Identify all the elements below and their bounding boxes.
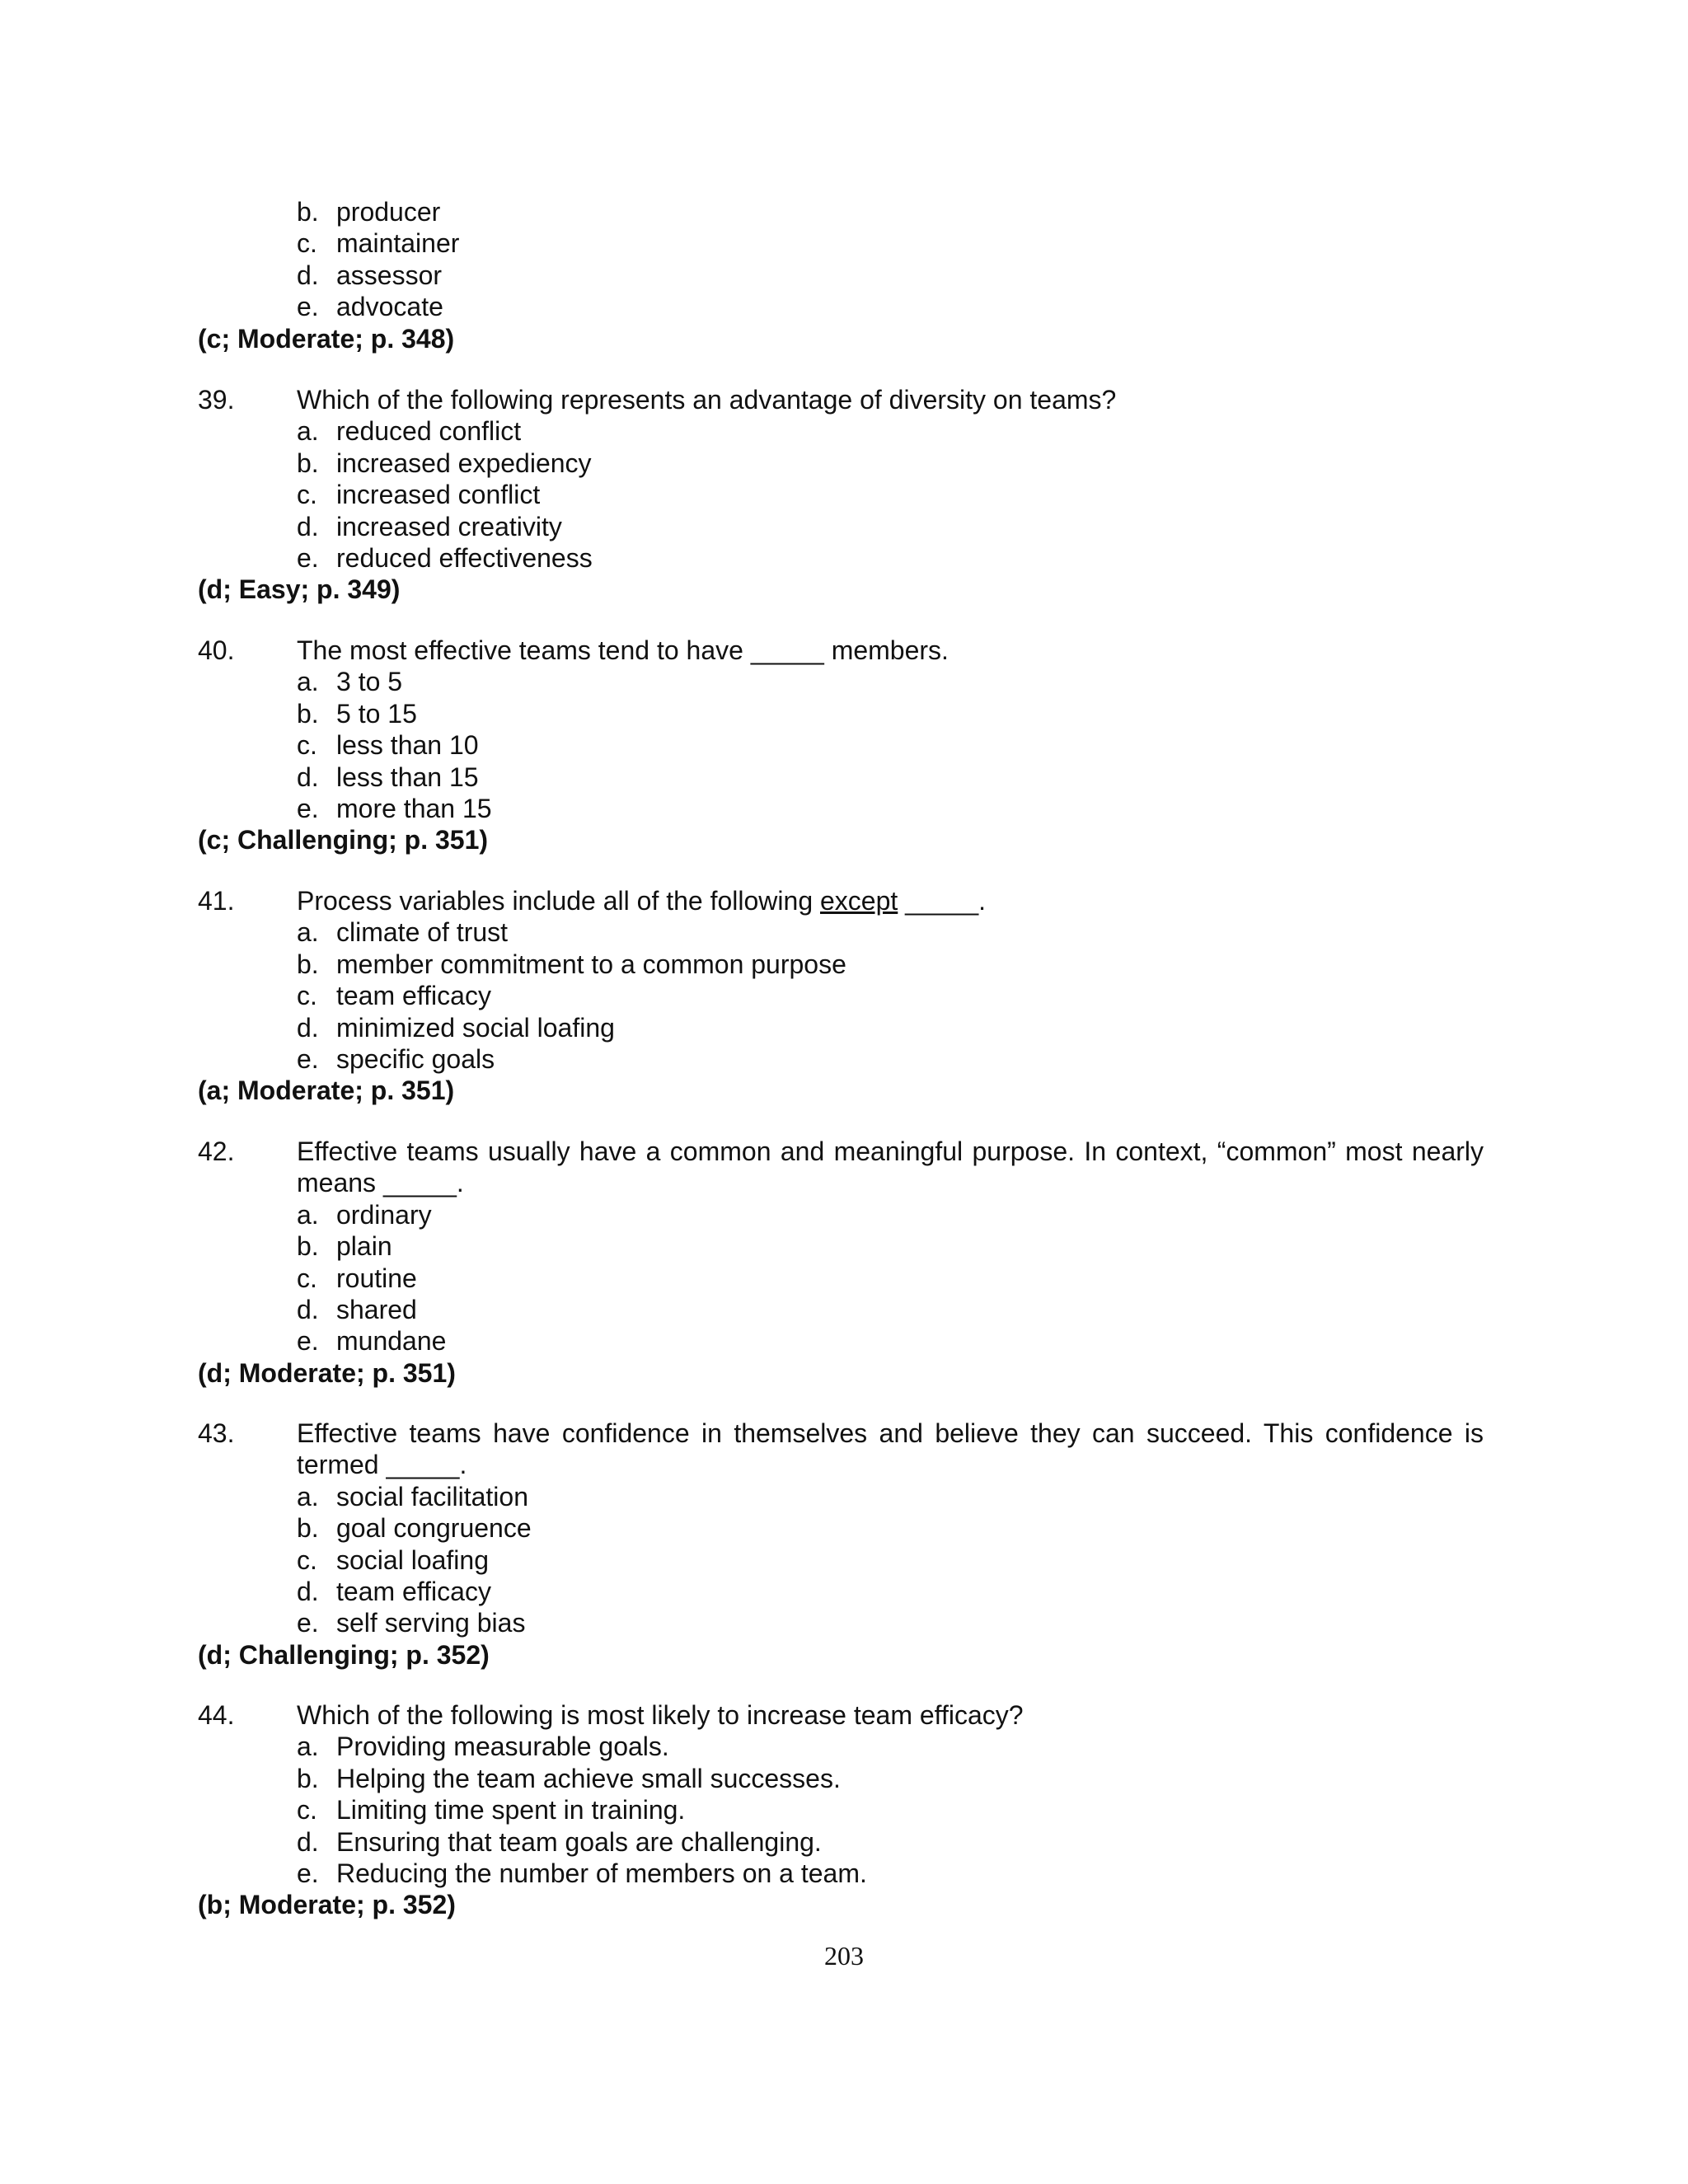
- question-38-continuation: [198, 196, 1484, 354]
- option-letter: e.: [297, 1858, 319, 1889]
- option-text: member commitment to a common purpose: [336, 949, 846, 979]
- option: [198, 1576, 1484, 1607]
- page-number: 203: [824, 1941, 864, 1971]
- option-text: specific goals: [336, 1044, 495, 1075]
- answer-key: (c; Challenging; p. 351): [198, 825, 489, 855]
- option-letter: b.: [297, 448, 319, 478]
- emphasis-except: except: [820, 886, 898, 916]
- option: [198, 949, 1484, 980]
- option: [198, 1858, 1484, 1889]
- option: [198, 415, 1484, 447]
- option-letter: e.: [297, 794, 319, 824]
- option-text: increased creativity: [336, 511, 562, 541]
- option: [198, 793, 1484, 824]
- question-stem: [198, 1418, 1484, 1481]
- answer-key: (d; Easy; p. 349): [198, 574, 401, 605]
- question-text: Effective teams usually have a common and meaningful purpose. In context, “common” most nearly means _____.: [297, 1137, 1484, 1198]
- option-text: advocate: [336, 292, 443, 322]
- question-number: 41.: [198, 886, 235, 916]
- option-text: increased conflict: [336, 480, 541, 510]
- option: [198, 1794, 1484, 1825]
- option: [198, 1199, 1484, 1230]
- option-letter: d.: [297, 260, 319, 290]
- option-letter: b.: [297, 698, 319, 729]
- question-stem: [198, 885, 1484, 916]
- option: [198, 1325, 1484, 1357]
- question-stem: [198, 1699, 1484, 1731]
- question-text-start: Process variables include all of the following: [297, 886, 820, 916]
- option-text: climate of trust: [336, 917, 509, 948]
- option-letter: e.: [297, 292, 319, 322]
- option-letter: c.: [297, 981, 317, 1011]
- option-letter: b.: [297, 1231, 319, 1262]
- question-44: [198, 1699, 1484, 1921]
- option-letter: c.: [297, 1263, 317, 1293]
- option-letter: e.: [297, 543, 319, 574]
- option: [198, 479, 1484, 510]
- option-letter: a.: [297, 667, 319, 697]
- question-42: [198, 1136, 1484, 1389]
- question-text: Which of the following represents an advantage of diversity on teams?: [297, 385, 1117, 415]
- question-number: 40.: [198, 635, 235, 665]
- option-letter: d.: [297, 762, 319, 792]
- option: [198, 1294, 1484, 1325]
- option: [198, 291, 1484, 322]
- option: [198, 1263, 1484, 1294]
- option-letter: b.: [297, 1763, 319, 1793]
- option: [198, 762, 1484, 793]
- option-letter: d.: [297, 1577, 319, 1607]
- option-text: self serving bias: [336, 1608, 526, 1638]
- option: [198, 1544, 1484, 1576]
- question-40: [198, 635, 1484, 856]
- option-text: social loafing: [336, 1544, 489, 1575]
- option-text: less than 10: [336, 730, 479, 761]
- question-stem: [198, 1136, 1484, 1199]
- option: [198, 1230, 1484, 1262]
- option: [198, 196, 1484, 227]
- question-text-end: _____.: [898, 886, 987, 916]
- option: [198, 227, 1484, 259]
- option-text: 5 to 15: [336, 698, 417, 729]
- option: [198, 1763, 1484, 1794]
- option-text: assessor: [336, 260, 443, 290]
- option: [198, 1512, 1484, 1544]
- answer-key: (b; Moderate; p. 352): [198, 1890, 456, 1920]
- option-text: minimized social loafing: [336, 1012, 615, 1043]
- option-text: reduced conflict: [336, 416, 522, 447]
- option-letter: c.: [297, 228, 317, 259]
- question-43: [198, 1418, 1484, 1671]
- option-letter: d.: [297, 511, 319, 541]
- answer-key: (c; Moderate; p. 348): [198, 323, 455, 354]
- question-stem: [198, 384, 1484, 415]
- option-letter: d.: [297, 1295, 319, 1325]
- option-text: Reducing the number of members on a team.: [336, 1858, 867, 1889]
- option: [198, 980, 1484, 1011]
- option-text: Helping the team achieve small successes.: [336, 1763, 841, 1793]
- option-letter: b.: [297, 949, 319, 979]
- option-text: shared: [336, 1295, 417, 1325]
- option-text: maintainer: [336, 228, 460, 259]
- option-letter: c.: [297, 1795, 317, 1825]
- option-letter: c.: [297, 480, 317, 510]
- option: [198, 260, 1484, 291]
- question-number: 42.: [198, 1137, 235, 1166]
- option-letter: c.: [297, 730, 317, 761]
- option-letter: a.: [297, 1732, 319, 1762]
- question-41: [198, 885, 1484, 1107]
- option: [198, 1607, 1484, 1638]
- option-text: producer: [336, 197, 441, 227]
- option-text: Providing measurable goals.: [336, 1732, 669, 1762]
- option-letter: d.: [297, 1826, 319, 1857]
- answer-key: (d; Challenging; p. 352): [198, 1639, 490, 1670]
- option: [198, 1826, 1484, 1858]
- option: [198, 1731, 1484, 1762]
- option: [198, 448, 1484, 479]
- option-text: team efficacy: [336, 981, 491, 1011]
- option: [198, 1481, 1484, 1512]
- option: [198, 698, 1484, 729]
- option-letter: d.: [297, 1012, 319, 1043]
- question-number: 44.: [198, 1700, 235, 1730]
- option-letter: a.: [297, 1199, 319, 1230]
- question-text: [297, 885, 1484, 916]
- option-letter: c.: [297, 1544, 317, 1575]
- option-letter: e.: [297, 1326, 319, 1357]
- question-text: Which of the following is most likely to increase team efficacy?: [297, 1700, 1024, 1730]
- option-text: increased expediency: [336, 448, 592, 478]
- option-text: reduced effectiveness: [336, 543, 593, 574]
- option-letter: e.: [297, 1608, 319, 1638]
- question-number: 43.: [198, 1418, 235, 1448]
- answer-key: (a; Moderate; p. 351): [198, 1076, 455, 1106]
- question-text: Effective teams have confidence in themselves and believe they can succeed. This confidence is termed _____.: [297, 1418, 1484, 1480]
- option-text: social facilitation: [336, 1481, 528, 1511]
- question-number: 39.: [198, 385, 235, 415]
- option-text: less than 15: [336, 762, 479, 792]
- option-letter: a.: [297, 1481, 319, 1511]
- option-text: 3 to 5: [336, 667, 403, 697]
- option-text: Ensuring that team goals are challenging.: [336, 1826, 822, 1857]
- option-letter: a.: [297, 416, 319, 447]
- option-text: plain: [336, 1231, 392, 1262]
- option: [198, 1012, 1484, 1043]
- option-text: mundane: [336, 1326, 447, 1357]
- question-39: [198, 384, 1484, 606]
- answer-key: (d; Moderate; p. 351): [198, 1357, 456, 1388]
- option-letter: a.: [297, 917, 319, 948]
- question-text: The most effective teams tend to have _____ members.: [297, 635, 949, 665]
- option-text: routine: [336, 1263, 417, 1293]
- question-stem: [198, 635, 1484, 666]
- option: [198, 1043, 1484, 1075]
- option: [198, 729, 1484, 761]
- option-letter: b.: [297, 197, 319, 227]
- option-text: more than 15: [336, 794, 492, 824]
- option-text: team efficacy: [336, 1577, 491, 1607]
- option: [198, 542, 1484, 574]
- option-text: ordinary: [336, 1199, 432, 1230]
- option-letter: e.: [297, 1044, 319, 1075]
- option-text: goal congruence: [336, 1513, 532, 1544]
- option-letter: b.: [297, 1513, 319, 1544]
- option: [198, 916, 1484, 948]
- option: [198, 511, 1484, 542]
- option-text: Limiting time spent in training.: [336, 1795, 686, 1825]
- option: [198, 666, 1484, 697]
